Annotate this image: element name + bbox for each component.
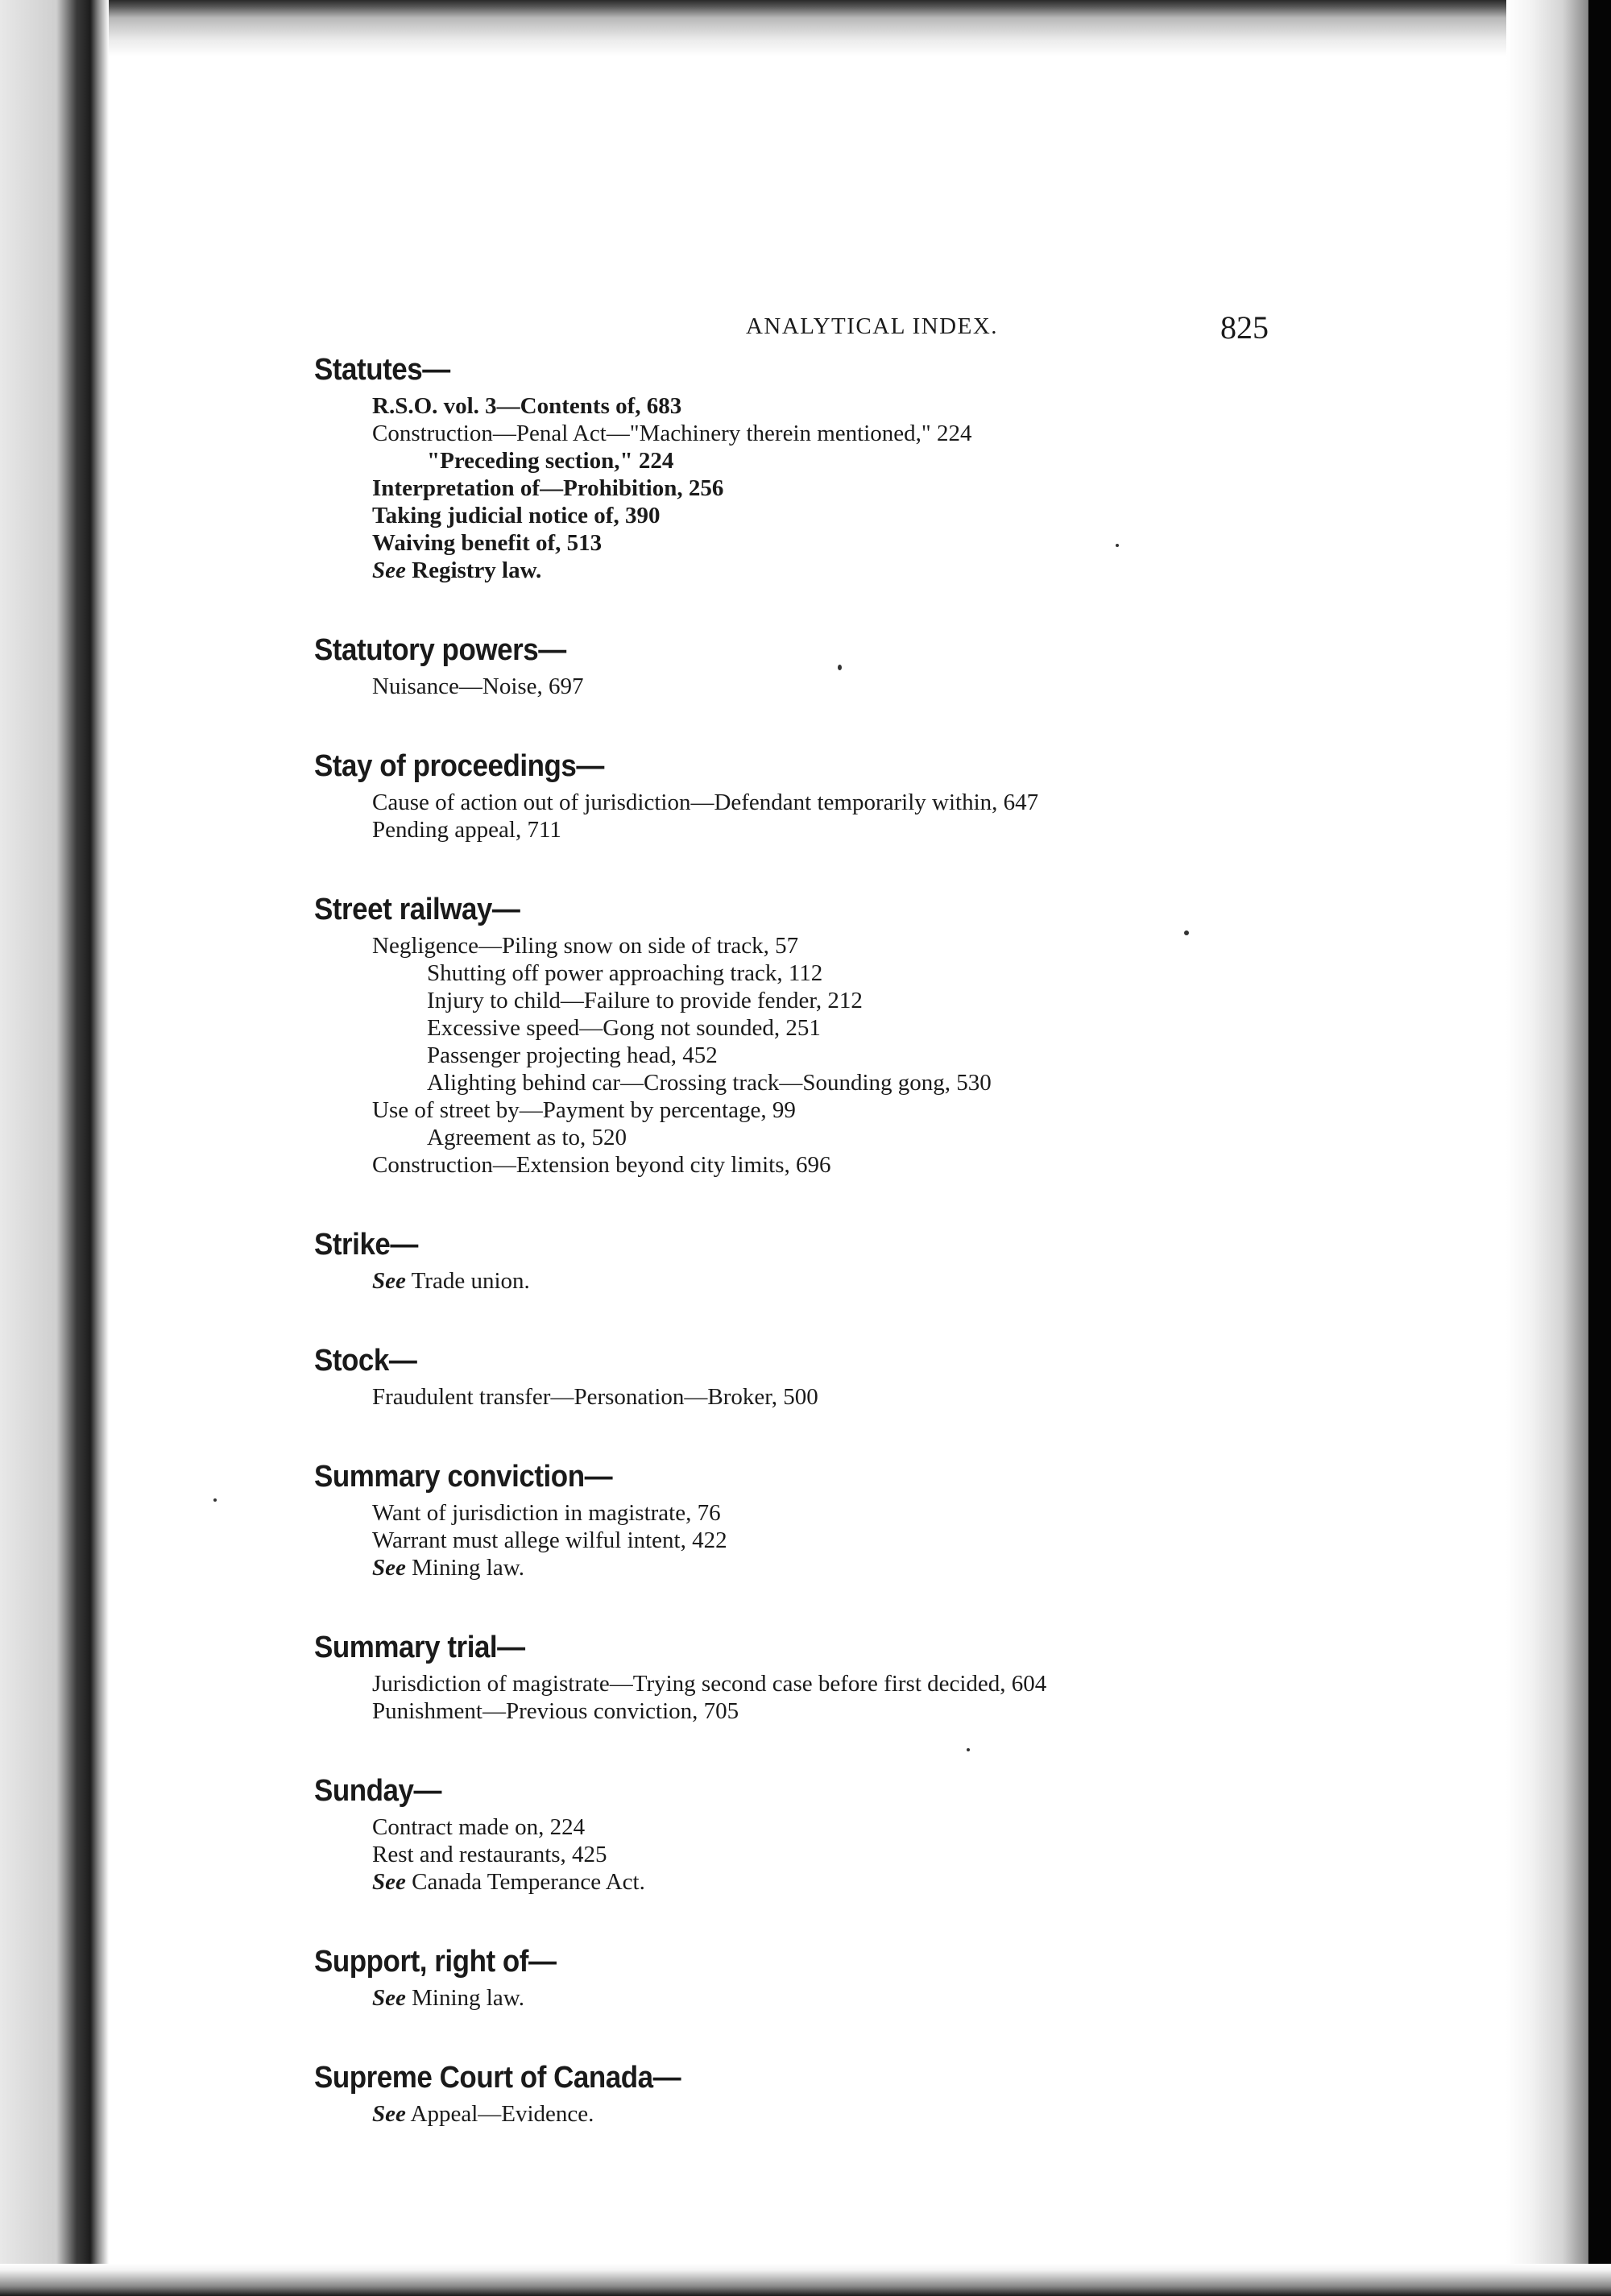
entry-line [314,1868,1361,1896]
entry-heading: Summary trial— [314,1631,525,1664]
entry-line-text: Want of jurisdiction in magistrate, 76 [372,1500,721,1526]
entry-line [314,1096,1361,1124]
entry-line-text: Use of street by—Payment by percentage, 99 [372,1097,796,1123]
see-reference: See [372,1869,406,1895]
scan-edge-right-bar [1588,0,1611,2296]
entry-line [314,1267,1361,1295]
index-page [314,0,1361,2296]
see-reference: See [372,557,406,583]
entry-line [314,932,1361,959]
entry-heading: Statutory powers— [314,633,566,667]
entry-line-text: Shutting off power approaching track, 112 [427,960,823,986]
entry-line [314,557,1361,584]
scan-edge-left [0,0,109,2296]
entry-heading: Strike— [314,1228,418,1262]
entry-line [314,959,1361,987]
entry-line [314,420,1361,447]
index-entry [314,1942,1361,2012]
entry-line [314,1151,1361,1179]
index-entry [314,747,1361,843]
entry-line-text: Construction—Extension beyond city limits, 696 [372,1152,831,1178]
index-entry [314,631,1361,700]
entry-line-text: Agreement as to, 520 [427,1125,627,1150]
entry-line-text: "Preceding section," 224 [427,448,674,474]
entry-line [314,502,1361,529]
entry-line-text: Construction—Penal Act—"Machinery therein mentioned," 224 [372,421,972,446]
index-entry [314,350,1361,584]
running-title: ANALYTICAL INDEX. [745,313,999,339]
entry-line-text: Registry law. [412,557,542,583]
entry-line [314,1124,1361,1151]
running-head [314,309,1269,357]
page-number: 825 [1220,309,1269,346]
see-reference: See [372,1555,406,1581]
analytical-index [314,350,1361,2174]
entry-line-text: Fraudulent transfer—Personation—Broker, 500 [372,1384,818,1410]
index-entry [314,1772,1361,1896]
entry-line-text: Contract made on, 224 [372,1814,586,1840]
index-entry [314,1457,1361,1581]
entry-heading: Stay of proceedings— [314,749,604,783]
entry-line-text: Negligence—Piling snow on side of track, 57 [372,933,799,959]
entry-line [314,1014,1361,1042]
entry-heading: Supreme Court of Canada— [314,2061,681,2095]
entry-line [314,1554,1361,1581]
entry-line [314,1527,1361,1554]
entry-line-text: R.S.O. vol. 3—Contents of, 683 [372,393,682,419]
entry-heading: Stock— [314,1344,417,1378]
entry-line-text: Rest and restaurants, 425 [372,1842,607,1867]
entry-line-text: Warrant must allege wilful intent, 422 [372,1527,727,1553]
entry-line-text: Taking judicial notice of, 390 [372,503,661,528]
entry-line-text: Punishment—Previous conviction, 705 [372,1698,739,1724]
entry-heading: Street railway— [314,893,520,926]
see-reference: See [372,1985,406,2011]
entry-line-text: Appeal—Evidence. [410,2101,594,2127]
entry-line [314,1670,1361,1697]
entry-line [314,1069,1361,1096]
entry-line-text: Nuisance—Noise, 697 [372,673,584,699]
entry-line [314,447,1361,475]
index-entry [314,1628,1361,1725]
entry-line [314,1697,1361,1725]
entry-line-text: Excessive speed—Gong not sounded, 251 [427,1015,821,1041]
index-entry [314,1225,1361,1295]
index-entry [314,890,1361,1179]
dust-speck [213,1498,217,1502]
entry-heading: Statutes— [314,353,450,387]
see-reference: See [372,1268,406,1294]
entry-line [314,392,1361,420]
entry-heading: Sunday— [314,1774,442,1808]
entry-line [314,1383,1361,1411]
entry-line [314,673,1361,700]
entry-line [314,789,1361,816]
entry-line-text: Alighting behind car—Crossing track—Sounding gong, 530 [427,1070,992,1096]
entry-line-text: Canada Temperance Act. [412,1869,645,1895]
index-entry [314,1341,1361,1411]
entry-line-text: Interpretation of—Prohibition, 256 [372,475,724,501]
entry-line-text: Trade union. [411,1268,530,1294]
entry-line [314,475,1361,502]
entry-line [314,1984,1361,2012]
entry-line-text: Waiving benefit of, 513 [372,530,603,556]
entry-line-text: Mining law. [412,1985,525,2011]
see-reference: See [372,2101,406,2127]
entry-line [314,1499,1361,1527]
entry-line [314,987,1361,1014]
entry-line [314,1813,1361,1841]
entry-line [314,2100,1361,2128]
entry-line [314,1042,1361,1069]
entry-line-text: Injury to child—Failure to provide fender, 212 [427,988,863,1013]
entry-heading: Summary conviction— [314,1460,613,1494]
entry-line [314,1841,1361,1868]
entry-line-text: Mining law. [412,1555,525,1581]
entry-line-text: Pending appeal, 711 [372,817,561,843]
entry-line-text: Jurisdiction of magistrate—Trying second case before first decided, 604 [372,1671,1047,1697]
entry-line [314,816,1361,843]
entry-line [314,529,1361,557]
index-entry [314,2058,1361,2128]
entry-heading: Support, right of— [314,1945,557,1979]
entry-line-text: Cause of action out of jurisdiction—Defendant temporarily within, 647 [372,790,1039,815]
entry-line-text: Passenger projecting head, 452 [427,1042,718,1068]
